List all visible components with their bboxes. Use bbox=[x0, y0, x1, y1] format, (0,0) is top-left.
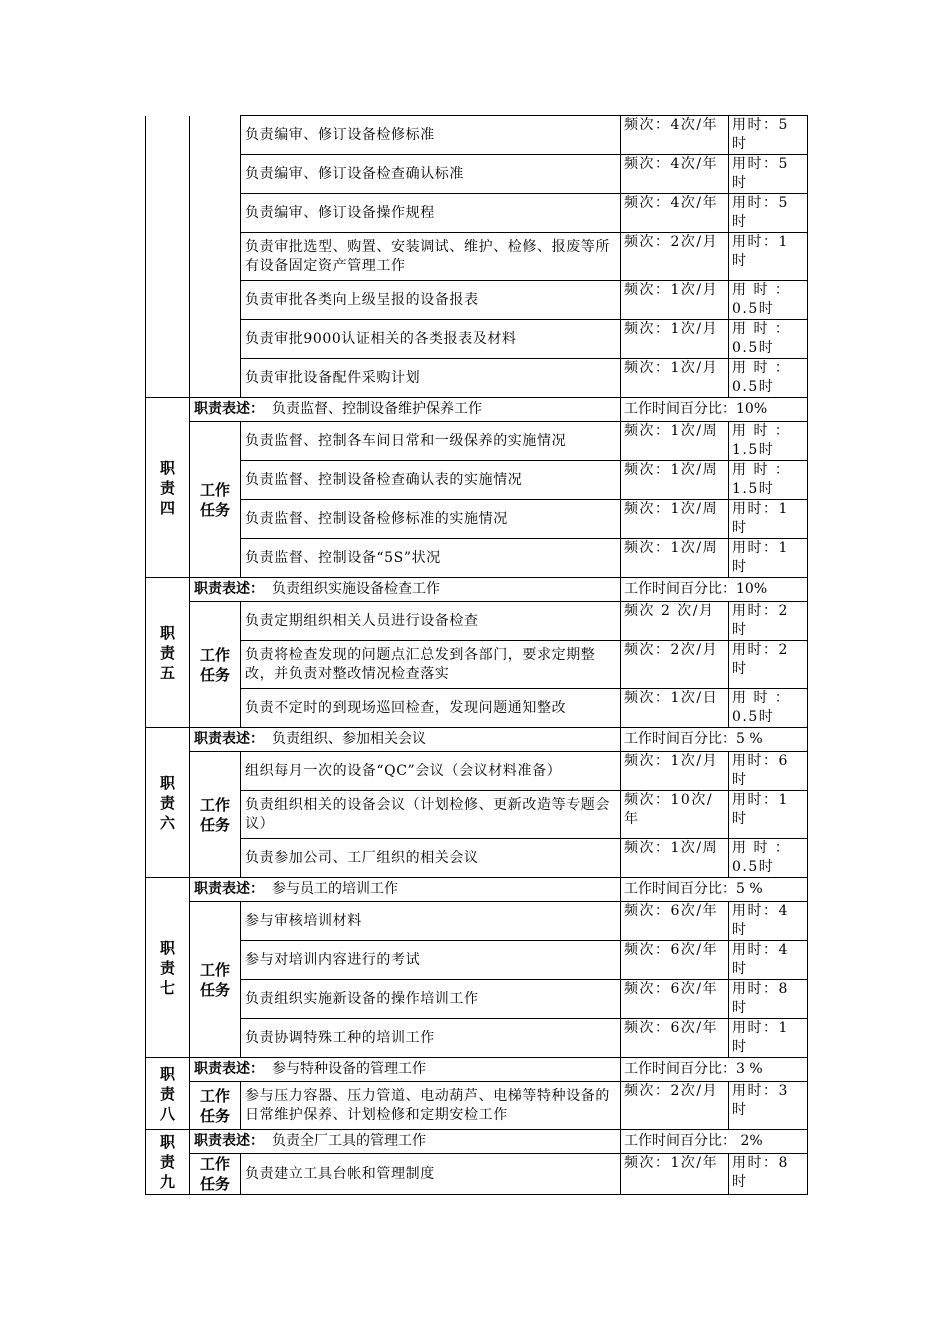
table-row bbox=[146, 752, 808, 791]
task-text: 负责审批选型、购置、安装调试、维护、检修、报废等所有设备固定资产管理工作 bbox=[241, 233, 621, 281]
duty-description-row bbox=[146, 1058, 808, 1082]
task-frequency: 频次：6次/年 bbox=[621, 1019, 729, 1058]
task-frequency: 频次 2 次/月 bbox=[621, 602, 729, 641]
duty-description-label: 职责表述： bbox=[194, 1061, 264, 1077]
task-duration: 用 时 ：1.5时 bbox=[729, 461, 808, 500]
duty-name bbox=[146, 728, 190, 878]
task-duration: 用 时 ：0.5时 bbox=[729, 359, 808, 398]
table-row bbox=[146, 902, 808, 941]
task-frequency: 频次：1次/月 bbox=[621, 752, 729, 791]
task-label-cell bbox=[190, 1154, 241, 1195]
duty-description-text: 参与员工的培训工作 bbox=[272, 881, 398, 897]
table-row bbox=[146, 500, 808, 539]
duty-description-text: 负责组织实施设备检查工作 bbox=[272, 581, 440, 597]
task-duration: 用时：6时 bbox=[729, 752, 808, 791]
task-frequency: 频次：1次/月 bbox=[621, 359, 729, 398]
task-label-cell bbox=[190, 752, 241, 878]
task-text: 负责参加公司、工厂组织的相关会议 bbox=[241, 839, 621, 878]
task-duration: 用 时 ：1.5时 bbox=[729, 422, 808, 461]
task-frequency: 频次：6次/年 bbox=[621, 941, 729, 980]
task-text: 负责编审、修订设备操作规程 bbox=[241, 194, 621, 233]
task-frequency: 频次：2次/月 bbox=[621, 233, 729, 281]
duty-description-label: 职责表述： bbox=[194, 881, 264, 897]
table-row bbox=[146, 641, 808, 689]
task-label-line2: 任务 bbox=[199, 1106, 230, 1125]
duty-description bbox=[190, 1058, 621, 1082]
task-frequency: 频次：1次/周 bbox=[621, 539, 729, 578]
duty-description-text: 负责组织、参加相关会议 bbox=[272, 731, 426, 747]
task-duration: 用时：8时 bbox=[729, 980, 808, 1019]
task-frequency: 频次：1次/周 bbox=[621, 839, 729, 878]
duty-name-text: 职责九 bbox=[159, 1133, 175, 1191]
task-duration: 用时：1时 bbox=[729, 539, 808, 578]
table-row bbox=[146, 320, 808, 359]
duty-description bbox=[190, 1130, 621, 1154]
task-duration: 用时：3时 bbox=[729, 1082, 808, 1130]
task-duration: 用时：4时 bbox=[729, 941, 808, 980]
work-time-percentage: 工作时间百分比：3 % bbox=[621, 1058, 808, 1082]
task-frequency: 频次：1次/年 bbox=[621, 1154, 729, 1195]
task-label-line1: 工作 bbox=[199, 1086, 230, 1105]
task-label-line2: 任务 bbox=[199, 665, 230, 684]
task-duration: 用时：1时 bbox=[729, 500, 808, 539]
task-duration: 用 时 ：0.5时 bbox=[729, 839, 808, 878]
task-frequency: 频次：4次/年 bbox=[621, 116, 729, 155]
table-row bbox=[146, 941, 808, 980]
work-time-percentage: 工作时间百分比：10% bbox=[621, 578, 808, 602]
task-duration: 用时：1时 bbox=[729, 791, 808, 839]
duty-description bbox=[190, 878, 621, 902]
task-text: 负责审批设备配件采购计划 bbox=[241, 359, 621, 398]
task-frequency: 频次：1次/周 bbox=[621, 422, 729, 461]
task-text: 负责编审、修订设备检查确认标准 bbox=[241, 155, 621, 194]
task-label-line1: 工作 bbox=[199, 1155, 230, 1173]
table-row bbox=[146, 689, 808, 728]
task-frequency: 频次：2次/月 bbox=[621, 641, 729, 689]
duty-description-label: 职责表述： bbox=[194, 1133, 264, 1149]
task-text: 负责审批各类向上级呈报的设备报表 bbox=[241, 281, 621, 320]
task-duration: 用 时 ：0.5时 bbox=[729, 320, 808, 359]
duty-name-text: 职责五 bbox=[159, 623, 175, 682]
duty-description-text: 负责全厂工具的管理工作 bbox=[272, 1133, 426, 1149]
table-row bbox=[146, 461, 808, 500]
task-duration: 用时：5时 bbox=[729, 116, 808, 155]
duty-name bbox=[146, 1058, 190, 1130]
task-text: 组织每月一次的设备“QC”会议（会议材料准备） bbox=[241, 752, 621, 791]
duty-description-row bbox=[146, 728, 808, 752]
task-label-line2: 任务 bbox=[199, 500, 230, 519]
duty-description bbox=[190, 578, 621, 602]
work-time-percentage: 工作时间百分比：5 % bbox=[621, 878, 808, 902]
task-duration: 用时：4时 bbox=[729, 902, 808, 941]
task-frequency: 频次：1次/月 bbox=[621, 320, 729, 359]
task-frequency: 频次：1次/月 bbox=[621, 281, 729, 320]
task-frequency: 频次：6次/年 bbox=[621, 980, 729, 1019]
task-text: 负责监督、控制设备“5S”状况 bbox=[241, 539, 621, 578]
duty-description bbox=[190, 398, 621, 422]
task-duration: 用时：1时 bbox=[729, 233, 808, 281]
task-duration: 用 时 ：0.5时 bbox=[729, 281, 808, 320]
task-text: 参与对培训内容进行的考试 bbox=[241, 941, 621, 980]
task-frequency: 频次：1次/周 bbox=[621, 500, 729, 539]
task-text: 负责协调特殊工种的培训工作 bbox=[241, 1019, 621, 1058]
task-label-cell bbox=[190, 1082, 241, 1130]
task-label-cell bbox=[190, 602, 241, 728]
task-text: 负责审批9000认证相关的各类报表及材料 bbox=[241, 320, 621, 359]
duty-description-row bbox=[146, 578, 808, 602]
task-label-line1: 工作 bbox=[199, 480, 230, 499]
work-time-percentage: 工作时间百分比：10% bbox=[621, 398, 808, 422]
duty-name bbox=[146, 398, 190, 578]
task-text: 负责监督、控制设备检修标准的实施情况 bbox=[241, 500, 621, 539]
task-label-line1: 工作 bbox=[199, 960, 230, 979]
task-label-line1: 工作 bbox=[199, 795, 230, 814]
task-duration: 用时：2时 bbox=[729, 602, 808, 641]
table-row bbox=[146, 359, 808, 398]
task-frequency: 频次：4次/年 bbox=[621, 155, 729, 194]
task-duration: 用时：1时 bbox=[729, 1019, 808, 1058]
task-duration: 用 时 ：0.5时 bbox=[729, 689, 808, 728]
task-text: 负责编审、修订设备检修标准 bbox=[241, 116, 621, 155]
table-row bbox=[146, 233, 808, 281]
task-label-line2: 任务 bbox=[199, 980, 230, 999]
table-row bbox=[146, 839, 808, 878]
duty-name-text: 职责八 bbox=[159, 1064, 175, 1123]
task-label-cell-continued bbox=[190, 116, 241, 398]
task-frequency: 频次：4次/年 bbox=[621, 194, 729, 233]
task-text: 负责定期组织相关人员进行设备检查 bbox=[241, 602, 621, 641]
table-row bbox=[146, 194, 808, 233]
task-duration: 用时：8时 bbox=[729, 1154, 808, 1195]
task-frequency: 频次：10次/年 bbox=[621, 791, 729, 839]
duty-description-label: 职责表述： bbox=[194, 401, 264, 417]
duty-table bbox=[145, 115, 808, 1195]
duty-description-row bbox=[146, 398, 808, 422]
task-frequency: 频次：2次/月 bbox=[621, 1082, 729, 1130]
table-row bbox=[146, 1154, 808, 1195]
table-row bbox=[146, 116, 808, 155]
duty-description-label: 职责表述： bbox=[194, 581, 264, 597]
duty-description-row bbox=[146, 1130, 808, 1154]
task-text: 负责建立工具台帐和管理制度 bbox=[241, 1154, 621, 1195]
work-time-percentage: 工作时间百分比：5 % bbox=[621, 728, 808, 752]
duty-name bbox=[146, 1130, 190, 1195]
task-duration: 用时：5时 bbox=[729, 155, 808, 194]
table-row bbox=[146, 602, 808, 641]
duty-description bbox=[190, 728, 621, 752]
duty-description-row bbox=[146, 878, 808, 902]
task-text: 负责监督、控制各车间日常和一级保养的实施情况 bbox=[241, 422, 621, 461]
duty-description-text: 负责监督、控制设备维护保养工作 bbox=[272, 401, 482, 417]
task-frequency: 频次：1次/日 bbox=[621, 689, 729, 728]
duty-name-cell-continued bbox=[146, 116, 190, 398]
task-text: 负责将检查发现的问题点汇总发到各部门，要求定期整改，并负责对整改情况检查落实 bbox=[241, 641, 621, 689]
table-row bbox=[146, 1019, 808, 1058]
duty-description-label: 职责表述： bbox=[194, 731, 264, 747]
work-time-percentage: 工作时间百分比： 2% bbox=[621, 1130, 808, 1154]
duty-name bbox=[146, 878, 190, 1058]
task-text: 参与压力容器、压力管道、电动葫芦、电梯等特种设备的日常维护保养、计划检修和定期安检工作 bbox=[241, 1082, 621, 1130]
task-duration: 用时：5时 bbox=[729, 194, 808, 233]
task-label-line1: 工作 bbox=[199, 645, 230, 664]
task-duration: 用时：2时 bbox=[729, 641, 808, 689]
duty-name-text: 职责七 bbox=[159, 938, 175, 997]
task-text: 参与审核培训材料 bbox=[241, 902, 621, 941]
task-label-line2: 任务 bbox=[199, 1175, 230, 1193]
table-row bbox=[146, 539, 808, 578]
task-text: 负责监督、控制设备检查确认表的实施情况 bbox=[241, 461, 621, 500]
task-text: 负责组织实施新设备的操作培训工作 bbox=[241, 980, 621, 1019]
task-label-line2: 任务 bbox=[199, 815, 230, 834]
task-text: 负责不定时的到现场巡回检查，发现问题通知整改 bbox=[241, 689, 621, 728]
duty-description-text: 参与特种设备的管理工作 bbox=[272, 1061, 426, 1077]
task-text: 负责组织相关的设备会议（计划检修、更新改造等专题会议） bbox=[241, 791, 621, 839]
table-row bbox=[146, 155, 808, 194]
table-row bbox=[146, 1082, 808, 1130]
task-label-cell bbox=[190, 422, 241, 578]
duty-name-text: 职责四 bbox=[159, 458, 175, 517]
duty-name bbox=[146, 578, 190, 728]
task-frequency: 频次：1次/周 bbox=[621, 461, 729, 500]
table-row bbox=[146, 281, 808, 320]
task-label-cell bbox=[190, 902, 241, 1058]
task-frequency: 频次：6次/年 bbox=[621, 902, 729, 941]
duty-name-text: 职责六 bbox=[159, 773, 175, 832]
table-row bbox=[146, 422, 808, 461]
table-row bbox=[146, 791, 808, 839]
table-row bbox=[146, 980, 808, 1019]
